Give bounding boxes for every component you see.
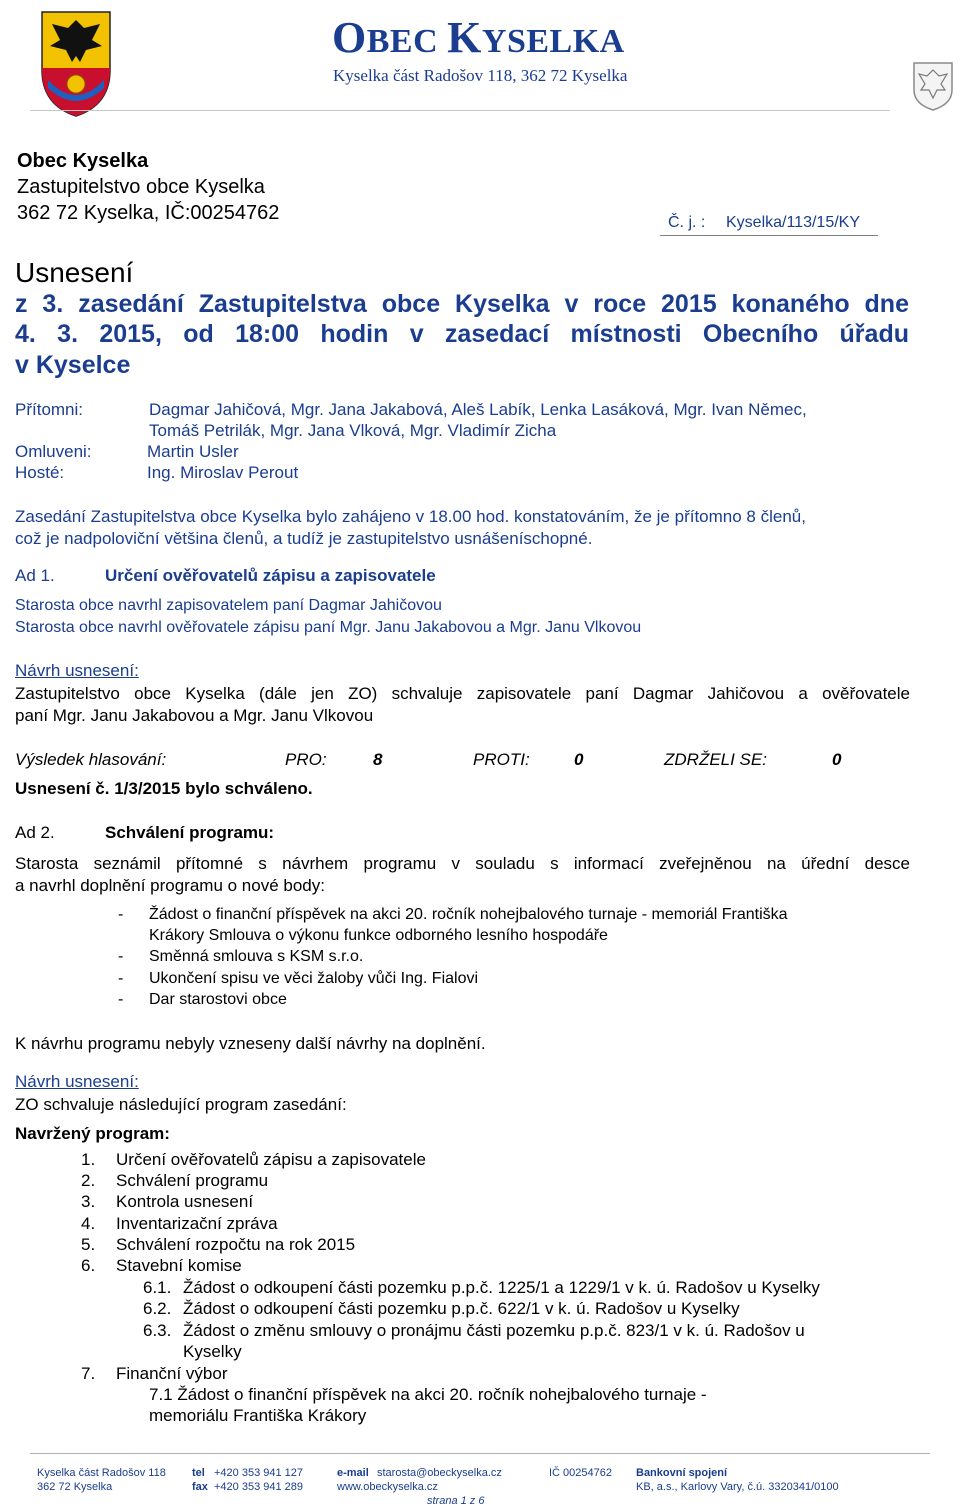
vote-proti-label: PROTI: bbox=[473, 750, 530, 769]
page-number: strana 1 z 6 bbox=[427, 1495, 485, 1507]
guests-label: Hosté: bbox=[15, 463, 65, 482]
ad1-proposal-line1: Zastupitelstvo obce Kyselka (dále jen ZO) schvaluje zapisovatele paní Dagmar Jahičovou a ověřovatele bbox=[15, 684, 910, 703]
subprogram-item: Žádost o změnu smlouvy o pronájmu části pozemku p.p.č. 823/1 v k. ú. Radošov u bbox=[183, 1321, 805, 1340]
vote-label: Výsledek hlasování: bbox=[15, 750, 167, 769]
no-more-proposals: K návrhu programu nebyly vzneseny další návrhy na doplnění. bbox=[15, 1034, 486, 1053]
vote-proti-value: 0 bbox=[574, 750, 584, 769]
document-subtitle-line1: z 3. zasedání Zastupitelstva obce Kyselka v roce 2015 konaného dne bbox=[15, 290, 909, 318]
program-num: 2. bbox=[81, 1171, 96, 1190]
vote-pro-value: 8 bbox=[373, 750, 383, 769]
ad2-title: Schválení programu: bbox=[105, 823, 275, 842]
vote-pro-label: PRO: bbox=[285, 750, 327, 769]
ad1-resolution: Usnesení č. 1/3/2015 bylo schváleno. bbox=[15, 779, 313, 798]
subprogram-item: Žádost o odkoupení části pozemku p.p.č. 622/1 v k. ú. Radošov u Kyselky bbox=[183, 1299, 740, 1318]
subprogram-item: 7.1 Žádost o finanční příspěvek na akci 20. ročník nohejbalového turnaje - bbox=[149, 1385, 707, 1404]
reference-number: Kyselka/113/15/KY bbox=[726, 214, 861, 231]
ad1-proposal-line2: paní Mgr. Janu Jakabovou a Mgr. Janu Vlkovou bbox=[15, 706, 374, 725]
footer-email-label: e-mail bbox=[337, 1467, 369, 1479]
state-emblem-icon bbox=[911, 60, 955, 112]
bullet-dash: - bbox=[118, 906, 124, 923]
sender-address: 362 72 Kyselka, IČ:00254762 bbox=[17, 202, 280, 224]
excused-label: Omluveni: bbox=[15, 442, 92, 461]
sender-name: Obec Kyselka bbox=[17, 150, 149, 172]
document-title: Usnesení bbox=[15, 257, 134, 288]
header-divider bbox=[30, 110, 890, 111]
program-num: 7. bbox=[81, 1364, 96, 1383]
vote-abstain-label: ZDRŽELI SE: bbox=[664, 750, 767, 769]
footer-tel: +420 353 941 127 bbox=[214, 1467, 304, 1479]
program-num: 4. bbox=[81, 1214, 96, 1233]
footer-bank: KB, a.s., Karlovy Vary, č.ú. 3320341/0100 bbox=[636, 1481, 839, 1493]
program-item: Inventarizační zpráva bbox=[116, 1214, 278, 1233]
footer-fax: +420 353 941 289 bbox=[214, 1481, 304, 1493]
footer-address-line1: Kyselka část Radošov 118 bbox=[37, 1467, 166, 1479]
subprogram-num: 6.1. bbox=[143, 1278, 172, 1297]
footer-web-link[interactable]: www.obeckyselka.cz bbox=[337, 1481, 438, 1493]
present-members-cont: Tomáš Petrilák, Mgr. Jana Vlková, Mgr. Vladimír Zicha bbox=[149, 421, 557, 440]
opening-line1: Zasedání Zastupitelstva obce Kyselka bylo zahájeno v 18.00 hod. konstatováním, že je přítomno 8 členů, bbox=[15, 507, 806, 526]
opening-line2: což je nadpoloviční většina členů, a tudíž je zastupitelstvo usnášeníschopné. bbox=[15, 529, 593, 548]
bullet-item: Směnná smlouva s KSM s.r.o. bbox=[149, 948, 364, 965]
ad2-proposal-label: Návrh usnesení: bbox=[15, 1072, 139, 1091]
document-subtitle-line3: v Kyselce bbox=[15, 351, 131, 379]
program-item: Stavební komise bbox=[116, 1256, 242, 1275]
ad1-line1: Starosta obce navrhl zapisovatelem paní Dagmar Jahičovou bbox=[15, 597, 442, 614]
footer-address-line2: 362 72 Kyselka bbox=[37, 1481, 113, 1493]
ad1-label: Ad 1. bbox=[15, 566, 55, 585]
program-item: Určení ověřovatelů zápisu a zapisovatele bbox=[116, 1150, 426, 1169]
reference-label: Č. j. : bbox=[668, 214, 706, 231]
bullet-dash: - bbox=[118, 948, 124, 965]
footer-ic: IČ 00254762 bbox=[549, 1467, 612, 1479]
subprogram-num: 6.3. bbox=[143, 1321, 172, 1340]
ad2-label: Ad 2. bbox=[15, 823, 55, 842]
excused-members: Martin Usler bbox=[147, 442, 239, 461]
program-label: Navržený program: bbox=[15, 1124, 170, 1143]
footer-tel-label: tel bbox=[192, 1467, 205, 1479]
footer-bank-label: Bankovní spojení bbox=[636, 1467, 728, 1479]
subprogram-num: 6.2. bbox=[143, 1299, 172, 1318]
program-num: 1. bbox=[81, 1150, 96, 1169]
bullet-dash: - bbox=[118, 970, 124, 987]
document-subtitle-line2: 4. 3. 2015, od 18:00 hodin v zasedací místnosti Obecního úřadu bbox=[15, 320, 909, 348]
bullet-dash: - bbox=[118, 991, 124, 1008]
ad2-line2: a navrhl doplnění programu o nové body: bbox=[15, 876, 325, 895]
guests: Ing. Miroslav Perout bbox=[147, 463, 299, 482]
ad1-title: Určení ověřovatelů zápisu a zapisovatele bbox=[105, 566, 436, 585]
program-item: Kontrola usnesení bbox=[116, 1192, 254, 1211]
present-label: Přítomni: bbox=[15, 400, 84, 419]
program-num: 3. bbox=[81, 1192, 96, 1211]
ad1-line2: Starosta obce navrhl ověřovatele zápisu paní Mgr. Janu Jakabovou a Mgr. Janu Vlkovou bbox=[15, 619, 642, 636]
municipality-address: Kyselka část Radošov 118, 362 72 Kyselka bbox=[333, 66, 628, 85]
program-item: Finanční výbor bbox=[116, 1364, 228, 1383]
footer-email-link[interactable]: starosta@obeckyselka.cz bbox=[377, 1467, 502, 1479]
sender-department: Zastupitelstvo obce Kyselka bbox=[17, 176, 265, 198]
reference-underline bbox=[660, 235, 878, 236]
ad2-line1: Starosta seznámil přítomné s návrhem programu v souladu s informací zveřejněnou na úřední desce bbox=[15, 854, 910, 873]
program-num: 6. bbox=[81, 1256, 96, 1275]
program-item: Schválení rozpočtu na rok 2015 bbox=[116, 1235, 356, 1254]
footer-divider bbox=[30, 1453, 930, 1454]
bullet-item: Ukončení spisu ve věci žaloby vůči Ing. Fialovi bbox=[149, 970, 479, 987]
ad1-proposal-label: Návrh usnesení: bbox=[15, 661, 139, 680]
municipal-coat-of-arms bbox=[40, 10, 112, 118]
bullet-item-cont: Krákory Smlouva o výkonu funkce odborného lesního hospodáře bbox=[149, 927, 608, 944]
municipality-name: OBEC KYSELKA bbox=[332, 13, 625, 62]
bullet-item: Dar starostovi obce bbox=[149, 991, 287, 1008]
ad2-proposal-text: ZO schvaluje následující program zasedání: bbox=[15, 1095, 347, 1114]
program-item: Schválení programu bbox=[116, 1171, 269, 1190]
subprogram-item: Žádost o odkoupení části pozemku p.p.č. 1225/1 a 1229/1 v k. ú. Radošov u Kyselky bbox=[183, 1278, 820, 1297]
program-num: 5. bbox=[81, 1235, 96, 1254]
footer-fax-label: fax bbox=[192, 1481, 208, 1493]
bullet-item: Žádost o finanční příspěvek na akci 20. ročník nohejbalového turnaje - memoriál Františka bbox=[149, 906, 788, 923]
present-members: Dagmar Jahičová, Mgr. Jana Jakabová, Aleš Labík, Lenka Lasáková, Mgr. Ivan Němec, bbox=[149, 400, 807, 419]
subprogram-item-cont: Kyselky bbox=[183, 1342, 242, 1361]
vote-abstain-value: 0 bbox=[832, 750, 842, 769]
subprogram-item-cont: memoriálu Františka Krákory bbox=[149, 1406, 367, 1425]
